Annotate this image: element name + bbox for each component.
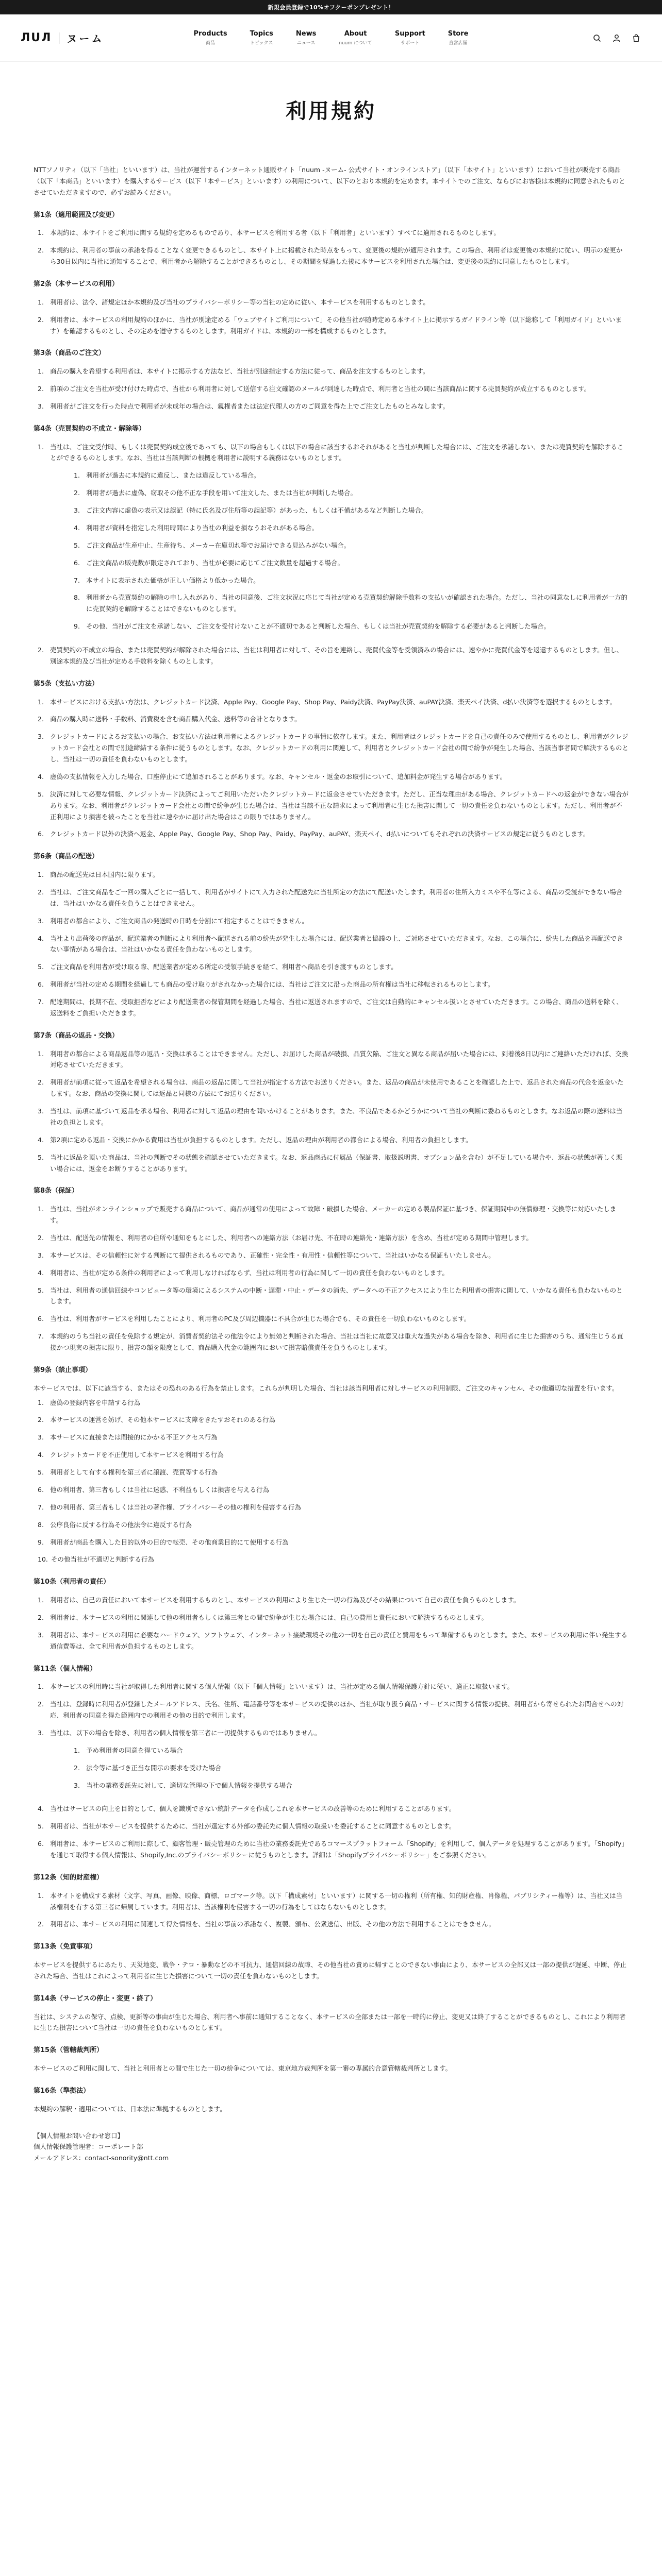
article-title: 第14条（サービスの停止・変更・終了） <box>34 1994 157 2003</box>
list-item <box>38 1595 628 1606</box>
list-item <box>38 1484 628 1496</box>
list-number: 2. <box>38 385 44 393</box>
article-title: 第13条（免責事項） <box>34 1943 97 1951</box>
list-number: 1. <box>38 1891 44 1900</box>
list-text: 本サービスは、その信頼性に対する判断にて提供されるものであり、正確性・完全性・有用性・信頼性等について、当社はいかなる保証もいたしません。 <box>50 1251 495 1259</box>
list-item <box>38 828 628 840</box>
list-item <box>38 1106 628 1128</box>
list-text: 利用者が過去に虚偽、窃取その他不正な手段を用いて注文した、または当社が判断した場合。 <box>86 489 357 497</box>
list-number: 4. <box>38 1451 44 1459</box>
article-title: 第9条（禁止事項） <box>34 1366 92 1374</box>
nav-item-products[interactable] <box>194 30 227 46</box>
page-title: 利用規約 <box>286 99 376 123</box>
list-item <box>38 1250 628 1261</box>
list-number: 6. <box>38 1840 44 1848</box>
list-item <box>38 771 628 783</box>
list-item <box>38 1699 628 1721</box>
account-icon[interactable] <box>611 33 622 43</box>
article-section <box>34 1664 628 1861</box>
list-item <box>38 401 628 412</box>
list-number: 3. <box>38 917 44 925</box>
list-number: 10. <box>38 1555 48 1564</box>
logo-mark: ЛUЛ <box>21 31 52 44</box>
list-number: 2. <box>38 1078 44 1087</box>
list-item <box>38 366 628 377</box>
list-item <box>38 1232 628 1244</box>
list-number: 5. <box>74 541 80 549</box>
nav-label: Support <box>394 30 425 38</box>
list-item <box>74 592 628 615</box>
header-icons <box>592 33 641 43</box>
list-item <box>38 1204 628 1226</box>
list-item <box>38 869 628 880</box>
article-intro: 本サービスでは、以下に該当する、またはその恐れのある行為を禁止します。これらが判明した場合、当社は該当利用者に対しサービスの利用制限、ご注文のキャンセル、その他適切な措置を行います。 <box>34 1384 619 1392</box>
list-number: 9. <box>38 1538 44 1546</box>
list-item <box>38 1502 628 1513</box>
list-number: 6. <box>38 980 44 989</box>
list-item <box>38 383 628 395</box>
list-number: 1. <box>38 1683 44 1691</box>
article-list <box>34 645 628 667</box>
list-item <box>38 1519 628 1531</box>
nav-label: Store <box>448 30 469 38</box>
search-icon[interactable] <box>592 33 602 43</box>
article-list <box>34 1204 628 1353</box>
announcement-text: 新規会員登録で10%オフクーポンプレゼント！ <box>268 4 394 11</box>
list-number: 3. <box>38 1728 44 1737</box>
article-list <box>34 227 628 267</box>
list-number: 2. <box>38 1416 44 1424</box>
article-sublist <box>50 470 628 632</box>
list-item <box>38 1612 628 1623</box>
list-text: 当社はサービスの向上を目的として、個人を識別できない統計データを作成しこれを本サービスの改善等のために利用することがあります。 <box>50 1805 456 1813</box>
list-number: 3. <box>74 506 80 514</box>
nav-label: News <box>295 30 317 38</box>
nav-label: Products <box>193 30 227 38</box>
list-text: 利用者がご注文を行った時点で利用者が未成年の場合は、親権者または法定代理人の方のご同意を得た上でご注文したものとみなします。 <box>50 402 450 410</box>
contact-email: メールアドレス：contact-sonority@ntt.com <box>34 2154 169 2162</box>
list-number: 5. <box>38 963 44 971</box>
list-text: クレジットカード以外の決済へ返金、Apple Pay、Google Pay、Shop Pay、Paidy、PayPay、auPAY、楽天ペイ、d払いについてもそれぞれの決済サービスの規定に従うものとします。 <box>50 830 590 838</box>
list-text: その他、当社がご注文を承諾しない、ご注文を受付けないことが不適切であると判断した場合、もしくは当社が売買契約を解除する必要があると判断した場合。 <box>86 622 551 631</box>
list-item <box>74 505 628 516</box>
list-item <box>38 1134 628 1146</box>
list-number: 5. <box>38 1286 44 1294</box>
article-list <box>34 1803 628 1861</box>
article-list <box>34 1681 628 1797</box>
list-item <box>38 1681 628 1692</box>
list-number: 4. <box>38 934 44 942</box>
list-text: 当社より出荷後の商品が、配送業者の判断により利用者へ配送される前の紛失が発生した場合には、配送業者と協議の上、ご対応させていただきます。なお、この場合に、紛失した商品を再配送できない事情がある場合は、当社はいかなる責任を負わないものとします。 <box>50 934 623 954</box>
list-number: 2. <box>38 1613 44 1621</box>
list-number: 2. <box>38 888 44 896</box>
list-text: クレジットカードによるお支払いの場合、お支払い方法は利用者によるクレジットカードの事情に依存します。また、利用者はクレジットカードを自己の責任のみで使用するものとし、利用者がクレジットカード会社との間で別途締結する条件に従うものとします。なお、クレジットカードの利用に関連して、利用者とクレジットカード会社の間で紛争が発生した場合、当該当事者間で解決するものとし、当社は一切の責任を負わないものとします。 <box>50 733 629 763</box>
list-text: 配達期間は、長期不在、受取拒否などにより配送業者の保管期間を経過した場合、当社に返送されますので、ご注文は自動的にキャンセル扱いとさせていただきます。この場合、商品の送料を除く、返送料をご負担いただきます。 <box>50 998 623 1017</box>
list-text: 本サービスの運営を妨げ、その他本サービスに支障をきたすおそれのある行為 <box>50 1416 276 1424</box>
list-item <box>38 1331 628 1353</box>
list-number: 1. <box>74 471 80 480</box>
list-item <box>38 1152 628 1175</box>
list-number: 2. <box>74 1764 80 1772</box>
list-number: 3. <box>38 402 44 410</box>
list-item <box>74 1780 628 1791</box>
list-text: 利用者として有する権利を第三者に譲渡、売買等する行為 <box>50 1468 218 1476</box>
list-text: ご注文内容に虚偽の表示又は誤記（特に氏名及び住所等の誤記等）があった、もしくは不備があるなど判断した場合。 <box>86 506 428 514</box>
article-title: 第11条（個人情報） <box>34 1665 97 1673</box>
list-item <box>74 522 628 534</box>
article-list <box>34 442 628 639</box>
list-text: 利用者は、本サービスの利用に関連して他の利用者もしくは第三者との間で紛争が生じた場合には、自己の費用と責任において解決するものとします。 <box>50 1613 488 1621</box>
article-section <box>34 423 628 667</box>
list-text: 利用者は、本サービスの利用規約のほかに、当社が別途定める「ウェブサイトご利用について」その他当社が随時定める本サイト上に掲示するガイドライン等（以下総称して「利用ガイド」といいます）を確認するものとし、その定めを遵守するものとします。利用ガイドは、本規約の一部を構成するものとします。 <box>50 315 622 335</box>
list-text: 利用者は、自己の責任において本サービスを利用するものとし、本サービスの利用により生じた一切の行為及びその結果について自己の責任を負うものとします。 <box>50 1596 520 1604</box>
article-section <box>34 679 628 840</box>
list-number: 1. <box>38 443 44 451</box>
list-item <box>38 1397 628 1409</box>
list-item <box>74 540 628 551</box>
list-text: 本規約は、利用者の事前の承諾を得ることなく変更できるものとし、本サイト上に掲載された時点をもって、変更後の規約が適用されます。この場合、利用者は変更後の本規約に従い、明示の変更から30日以内に当社に通知することで、利用者から解除することができるものとし、その期間を経過した後に本サービスを利用された場合は、変更後の規約に同意したものとします。 <box>50 246 623 266</box>
list-text: 利用者は、本サービスの利用に必要なハードウェア、ソフトウェア、インターネット接続環境その他の一切を自己の責任と費用をもって準備するものとします。また、本サービスの利用に伴い発生する通信費等は、全て利用者が負担するものとします。 <box>50 1631 627 1650</box>
list-number: 1. <box>38 698 44 706</box>
list-text: 予め利用者の同意を得ている場合 <box>86 1746 183 1754</box>
article-list <box>34 1048 628 1175</box>
list-text: 本サービスの利用時に当社が取得した利用者に関する個人情報（以下「個人情報」といいます）は、当社が定める個人情報保護方針に従い、適正に取扱います。 <box>50 1683 514 1691</box>
list-item <box>74 487 628 499</box>
nav-item-about[interactable] <box>339 30 372 46</box>
list-text: 利用者から売買契約の解除の申し入れがあり、当社の同意後、ご注文状況に応じて当社が定める売買契約解除手数料の支払いが確認された場合。ただし、当社の同意なしに利用者が一方的に売買契約を解除することはできないものとします。 <box>86 594 628 613</box>
list-number: 4. <box>74 523 80 532</box>
list-item <box>38 1449 628 1461</box>
list-number: 4. <box>38 1268 44 1277</box>
article-list <box>34 697 628 840</box>
list-item <box>38 916 628 927</box>
list-number: 3. <box>74 1781 80 1789</box>
list-text: 商品の購入時に送料・手数料、消費税を含む商品購入代金、送料等の合計となります。 <box>50 715 301 723</box>
list-item <box>74 557 628 569</box>
list-text: 公序良俗に反する行為その他法令に違反する行為 <box>50 1520 192 1529</box>
article-title: 第10条（利用者の責任） <box>34 1578 110 1586</box>
list-item <box>38 645 628 667</box>
nav-sublabel: 商品 <box>206 41 216 46</box>
list-number: 1. <box>38 871 44 878</box>
list-item <box>38 961 628 973</box>
list-item <box>38 731 628 765</box>
list-text: 売買契約の不成立の場合、または売買契約が解除された場合には、当社は利用者に対して、その旨を連絡し、売買代金等を受領済みの場合には、速やかに売買代金等を返還するものとします。但し、別途本規約及び当社が定める手数料を除くものとします。 <box>50 646 623 665</box>
list-item <box>74 470 628 481</box>
list-item <box>38 996 628 1019</box>
list-text: 他の利用者、第三者もしくは当社の著作権、プライバシーその他の権利を侵害する行為 <box>50 1503 301 1511</box>
list-text: ご注文商品の販売数が限定されており、当社が必要に応じてご注文数量を超過する場合。 <box>86 558 344 567</box>
list-item <box>38 1554 628 1565</box>
list-number: 3. <box>38 1631 44 1639</box>
list-number: 1. <box>38 1596 44 1604</box>
article-section <box>34 348 628 412</box>
nav-sublabel: 直営店舗 <box>449 41 468 46</box>
list-text: 利用者は、本サービスのご利用に際して、顧客管理・販売管理のために当社の業務委託先であるコマースプラットフォーム「Shopify」を利用して、個人データを処理することがあります。「Shopify」を通じて取得する個人情報は、Shopify,Inc.のプライバシーポリシーに従うものとします。詳細は「Shopifyプライバシーポリシー」をご参照ください。 <box>50 1840 628 1859</box>
article-title: 第7条（商品の返品・交換） <box>34 1031 119 1040</box>
article-title: 第3条（商品のご注文） <box>34 349 106 358</box>
list-number: 3. <box>38 1107 44 1115</box>
list-text: 当社は、当社がオンラインショップで販売する商品について、商品が通常の使用によって故障・破損した場合、メーカーの定める製品保証に基づき、保証期間中の無償修理・交換等に対応いたします。 <box>50 1205 617 1224</box>
list-item <box>38 314 628 337</box>
article-title: 第15条（管轄裁判所） <box>34 2046 104 2055</box>
list-number: 6. <box>38 1485 44 1494</box>
list-number: 1. <box>38 1205 44 1213</box>
list-item <box>38 1414 628 1426</box>
nav-item-store[interactable] <box>448 30 469 46</box>
list-text: 当社は、利用者の通信回線やコンピュータ等の環境によるシステムの中断・遅滞・中止・データの消失、データへの不正アクセスにより生じた利用者の損害に関して、いかなる責任も負わないものとします。 <box>50 1286 623 1306</box>
list-text: 当社は、ご注文商品をご一回の購入ごとに一括して、利用者がサイトにて入力された配送先に当社所定の方法にて配送いたします。利用者の住所入力ミスや不在等による、商品の受渡ができない場合は、当社はいかなる責任を負うことはできません。 <box>50 888 623 907</box>
list-text: 利用者は、当社が定める条件の利用者によって利用しなければならず、当社は利用者の行為に関して一切の責任を負わないものとします。 <box>50 1268 449 1277</box>
site-logo[interactable] <box>21 30 104 45</box>
list-item <box>38 979 628 990</box>
list-number: 3. <box>38 1251 44 1259</box>
list-text: 利用者は、法令、諸規定ほか本規約及び当社のプライバシーポリシー等の当社の定めに従い、本サービスを利用するものとします。 <box>50 298 429 306</box>
article-paragraph: 当社は、システムの保守、点検、更新等の事由が生じた場合、利用者へ事前に通知することなく、本サービスの全部または一部を一時的に停止、変更又は終了することができるものとし、これにより利用者に生じた損害について当社は一切の責任を負わないものとします。 <box>34 2012 626 2032</box>
article-section <box>34 1993 628 2034</box>
nav-item-topics[interactable] <box>250 30 273 46</box>
article-section <box>34 1941 628 1982</box>
list-number: 2. <box>38 715 44 723</box>
list-item <box>38 1048 628 1071</box>
list-number: 5. <box>38 1153 44 1161</box>
articles-container <box>34 210 628 2115</box>
list-item <box>38 714 628 725</box>
list-text: 当社の業務委託先に対して、適切な管理の下で個人情報を提供する場合 <box>86 1781 292 1789</box>
list-text: 利用者は、本サービスの利用に関連して得た情報を、当社の事前の承諾なく、複製、頒布、公衆送信、出版、その他の方法で利用することはできません。 <box>50 1920 495 1928</box>
list-number: 6. <box>38 1315 44 1323</box>
list-item <box>38 1821 628 1832</box>
list-number: 2. <box>38 646 44 654</box>
list-text: 商品の配送先は日本国内に限ります。 <box>50 871 159 878</box>
list-number: 1. <box>38 229 44 237</box>
article-title: 第16条（準拠法） <box>34 2087 90 2095</box>
list-item <box>38 1077 628 1099</box>
list-item <box>38 1803 628 1815</box>
list-text: 当社は、配送先の情報を、利用者の住所や通知をもとにした、利用者への連絡方法（お届け先、不在時の連絡先・連絡方法）を含め、当社が定める期間中管理します。 <box>50 1233 533 1242</box>
list-item <box>38 442 628 639</box>
nav-sublabel: nuum について <box>339 41 372 46</box>
article-section <box>34 2086 628 2115</box>
list-number: 8. <box>38 1520 44 1529</box>
list-number: 1. <box>38 1049 44 1058</box>
article-section <box>34 1185 628 1353</box>
list-item <box>38 297 628 308</box>
contact-block <box>34 2130 628 2164</box>
article-section <box>34 279 628 336</box>
article-list <box>34 1890 628 1930</box>
list-text: 前項のご注文を当社が受け付けた時点で、当社から利用者に対して送信する注文確認のメールが到達した時点で、利用者と当社の間に当該商品に関する売買契約が成立するものとします。 <box>50 385 591 393</box>
list-number: 4. <box>38 1136 44 1144</box>
list-text: 利用者の都合による商品返品等の返品・交換は承ることはできません。ただし、お届けした商品が破損、品質欠陥、ご注文と異なる商品が届いた場合には、到着後8日以内にご連絡いただければ、交換対応させていただきます。 <box>50 1049 628 1069</box>
list-item <box>38 1919 628 1930</box>
article-paragraph: 本サービスを提供するにあたり、天災地変、戦争・テロ・暴動などの不可抗力、通信回線の故障、その他当社の責めに帰すことのできない事由により、本サービスの全部又は一部の提供が遅延、中断、停止された場合、当社はこれによって利用者に生じた損害について一切の責任を負わないものとします。 <box>34 1961 627 1980</box>
list-text: 当社は、登録時に利用者が登録したメールアドレス、氏名、住所、電話番号等を本サービスの提供のほか、当社が取り扱う商品・サービスに関する情報の提供、利用者から寄せられたお問合せへの対応、利用者の同意を得た範囲内での利用その他の目的で利用します。 <box>50 1700 624 1719</box>
nav-sublabel: ニュース <box>296 41 316 46</box>
article-list <box>34 366 628 412</box>
list-text: 利用者の都合により、ご注文商品の発送時の日時を分割にて指定することはできません。 <box>50 917 308 925</box>
announcement-bar <box>0 0 662 14</box>
list-number: 1. <box>38 1398 44 1406</box>
article-title: 第6条（商品の配送） <box>34 853 99 861</box>
article-list <box>34 1595 628 1652</box>
list-number: 3. <box>38 1433 44 1442</box>
list-text: クレジットカードを不正使用して本サービスを利用する行為 <box>50 1451 224 1459</box>
list-item <box>38 887 628 909</box>
list-item <box>38 1285 628 1308</box>
article-list <box>34 297 628 337</box>
article-list <box>34 1397 628 1566</box>
list-text: 利用者が過去に本規約に違反し、または違反している場合。 <box>86 471 260 480</box>
list-text: ご注文商品が生産中止、生産待ち、メーカー在庫切れ等でお届けできる見込みがない場合。 <box>86 541 351 549</box>
list-text: 利用者が当社の定める期間を経過しても商品の受け取りがされなかった場合には、当社はご注文に沿った商品の所有権は当社に移転されるものとします。 <box>50 980 494 989</box>
article-section <box>34 1030 628 1175</box>
nav-item-news[interactable] <box>296 30 316 46</box>
list-number: 1. <box>38 367 44 376</box>
logo-text: ヌーム <box>67 32 104 45</box>
list-text: 当社は、ご注文受付時、もしくは売買契約成立後であっても、以下の場合もしくは以下の場合に該当するおそれがあると当社が判断した場合には、ご注文を承諾しない、または売買契約を解除することができるものとします。なお、当社は当該判断の根拠を利用者に説明する義務はないものとします。 <box>50 443 624 462</box>
list-item <box>38 245 628 267</box>
article-section <box>34 1577 628 1652</box>
list-text: 当社は、以下の場合を除き、利用者の個人情報を第三者に一切提供するものではありません。 <box>50 1728 321 1737</box>
list-number: 6. <box>74 558 80 567</box>
list-item <box>74 621 628 632</box>
list-item <box>74 1745 628 1756</box>
article-section <box>34 2045 628 2074</box>
article-title: 第2条（本サービスの利用） <box>34 280 119 288</box>
list-text: 本規約は、本サイトをご利用に関する規約を定めるものであり、本サービスを利用する者（以下「利用者」といいます）すべてに適用されるものとします。 <box>50 229 500 237</box>
nav-label: About <box>344 30 367 38</box>
list-item <box>74 1762 628 1774</box>
list-item <box>38 1890 628 1913</box>
contact-heading: 【個人情報お問い合わせ窓口】 <box>34 2131 124 2140</box>
list-item <box>38 227 628 239</box>
list-number: 1. <box>38 298 44 306</box>
nav-sublabel: サポート <box>401 41 420 46</box>
list-number: 7. <box>38 1332 44 1341</box>
list-number: 7. <box>38 998 44 1006</box>
list-text: 本規約のうち当社の責任を免除する規定が、消費者契約法その他法令により無効と判断された場合、当社は当社に故意又は重大な過失がある場合を除き、利用者に生じた損害のうち、通常生じうる直接かつ現実の損害に限り、損害の額を限度として、商品購入代金の範囲内において損害賠償責任を負うものとします。 <box>50 1332 624 1351</box>
contact-company: 個人情報保護管理者：コーポレート部 <box>34 2143 143 2151</box>
list-text: 決済に対して必要な情報、クレジットカード決済によってご利用いただいたクレジットカードに返金させていただきます。ただし、正当な理由がある場合、クレジットカードへの返金ができない場合があります。なお、利用者がクレジットカード会社との間で紛争が生じた場合は、当社は当該不正な請求によって利用者に生じた損害に関して一切の責任を負わないものとします。ただし、利用者が不正利用により損害を被ったことを当社に速やかに届け出た場合はこの限りではありません。 <box>50 790 628 821</box>
list-text: 当社に返品を頂いた商品は、当社の判断でその状態を確認させていただきます。なお、返品商品に付属品（保証書、取扱説明書、オプション品を含む）が不足している場合や、返品の状態が著しく悪い場合には、返金をお断りすることがあります。 <box>50 1153 623 1173</box>
list-text: その他当社が不適切と判断する行為 <box>51 1555 154 1564</box>
list-item <box>38 789 628 823</box>
article-section <box>34 851 628 1019</box>
list-text: 虚偽の支払情報を入力した場合、口座停止にて追加されることがあります。なお、キャンセル・返金のお取引について、追加料金が発生する場合があります。 <box>50 772 507 781</box>
article-list <box>34 869 628 1019</box>
list-text: 当社は、前項に基づいて返品を承る場合、利用者に対して返品の理由を問いかけることがあります。また、不良品であるかどうかについて当社の判断に委ねるものとします。なお返品の際の送料は当社の負担とします。 <box>50 1107 623 1126</box>
terms-intro: NTTソノリティ（以下「当社」といいます）は、当社が運営するインターネット通販サイト「nuum -ヌーム- 公式サイト・オンラインストア」（以下「本サイト」といいます）において当社が販売する商品（以下「本商品」といいます）を購入するサービス（以下「本サービス」といいます）の利用について、以下のとおり本規約を定めます。本サイトでのご注文、ならびにお客様は本規約に同意されたものとさせていただきますので、必ずお読みください。 <box>34 166 625 196</box>
list-number: 2. <box>38 1700 44 1708</box>
list-number: 3. <box>38 733 44 741</box>
article-title: 第4条（売買契約の不成立・解除等） <box>34 425 146 433</box>
article-title: 第8条（保証） <box>34 1187 79 1195</box>
list-number: 6. <box>38 830 44 838</box>
list-item <box>38 933 628 956</box>
list-text: 本サービスにおける支払い方法は、クレジットカード決済、Apple Pay、Google Pay、Shop Pay、Paidy決済、PayPay決済、auPAY決済、楽天ペイ決済、d払い決済等を選択するものとします。 <box>50 698 616 706</box>
list-number: 5. <box>38 790 44 798</box>
main-nav <box>194 30 469 46</box>
article-paragraph: 本サービスのご利用に関して、当社と利用者との間で生じた一切の紛争については、東京地方裁判所を第一審の専属的合意管轄裁判所とします。 <box>34 2064 452 2072</box>
article-title: 第12条（知的財産権） <box>34 1873 104 1882</box>
list-text: 利用者は、当社が本サービスを提供するために、当社が選定する外部の委託先に個人情報の取扱いを委託することに同意するものとします。 <box>50 1822 456 1831</box>
list-text: 商品の購入を希望する利用者は、本サイトに掲示する方法など、当社が別途指定する方法に従って、商品を注文するものとします。 <box>50 367 429 376</box>
article-section <box>34 210 628 267</box>
list-number: 2. <box>38 315 44 324</box>
list-text: 虚偽の登録内容を申請する行為 <box>50 1398 141 1406</box>
list-number: 1. <box>74 1746 80 1754</box>
article-paragraph: 本規約の解釈・適用については、日本法に準拠するものとします。 <box>34 2105 226 2113</box>
list-item <box>38 1467 628 1478</box>
article-section <box>34 1872 628 1930</box>
list-number: 5. <box>38 1822 44 1831</box>
article-title: 第5条（支払い方法） <box>34 680 99 688</box>
list-text: 利用者が前項に従って返品を希望される場合は、商品の返品に関して当社が指定する方法でお送りください。また、返品の商品が未使用であることを確認した上で、返品された商品の代金を返金いたします。なお、商品の交換に関しては返品と同様の方法にてお送りください。 <box>50 1078 624 1098</box>
list-text: 本サイトに表示された価格が正しい価格より低かった場合。 <box>86 576 260 584</box>
list-item <box>38 1267 628 1279</box>
list-number: 7. <box>74 576 80 584</box>
terms-content <box>34 164 628 2164</box>
article-title: 第1条（適用範囲及び変更） <box>34 211 119 219</box>
list-number: 8. <box>74 594 80 602</box>
nav-item-support[interactable] <box>395 30 425 46</box>
list-text: 本サイトを構成する素材（文字、写真、画像、映像、商標、ロゴマーク等。以下「構成素材」といいます）に関する一切の権利（所有権、知的財産権、肖像権、パブリシティー権等）は、当社又は当該権利を有する第三者に帰属しています。利用者は、当該権利を侵害する一切の行為をしてはならないものとします。 <box>50 1891 623 1911</box>
list-text: 第2項に定める返品・交換にかかる費用は当社が負担するものとします。ただし、返品の理由が利用者の都合による場合、利用者の負担とします。 <box>50 1136 472 1144</box>
list-item <box>38 1432 628 1443</box>
list-item <box>38 1537 628 1548</box>
list-item <box>74 575 628 586</box>
list-item <box>38 1838 628 1861</box>
list-text: 法令等に基づき正当な開示の要求を受けた場合 <box>86 1764 222 1772</box>
list-number: 5. <box>38 1468 44 1476</box>
list-item <box>38 1313 628 1325</box>
list-text: 他の利用者、第三者もしくは当社に迷惑、不利益もしくは損害を与える行為 <box>50 1485 270 1494</box>
list-text: 本サービスに直接または間接的にかかる不正アクセス行為 <box>50 1433 218 1442</box>
list-item <box>38 1727 628 1798</box>
cart-icon[interactable] <box>631 33 641 43</box>
list-text: 利用者が商品を購入した目的以外の目的で転売、その他商業目的にて使用する行為 <box>50 1538 289 1546</box>
list-number: 4. <box>38 1805 44 1813</box>
list-number: 7. <box>38 1503 44 1511</box>
list-number: 2. <box>74 489 80 497</box>
list-text: 当社は、利用者がサービスを利用したことにより、利用者のPC及び周辺機器に不具合が生じた場合でも、その責任を一切負わないものとします。 <box>50 1315 471 1323</box>
nav-label: Topics <box>250 30 273 38</box>
list-item <box>38 1630 628 1652</box>
list-number: 2. <box>38 1920 44 1928</box>
list-number: 2. <box>38 1233 44 1242</box>
article-sublist <box>50 1745 628 1791</box>
list-number: 4. <box>38 772 44 781</box>
nav-sublabel: トピックス <box>250 41 273 46</box>
article-section <box>34 1365 628 1565</box>
list-text: ご注文商品を利用者が受け取る際、配送業者が定める所定の受領手続きを経て、利用者へ商品を引き渡すものとします。 <box>50 963 398 971</box>
list-number: 2. <box>38 246 44 255</box>
list-item <box>38 697 628 708</box>
list-number: 9. <box>74 622 80 631</box>
list-text: 利用者が資料を指定した利用時間により当社の利益を損なうおそれがある場合。 <box>86 523 319 532</box>
site-header <box>0 14 662 62</box>
